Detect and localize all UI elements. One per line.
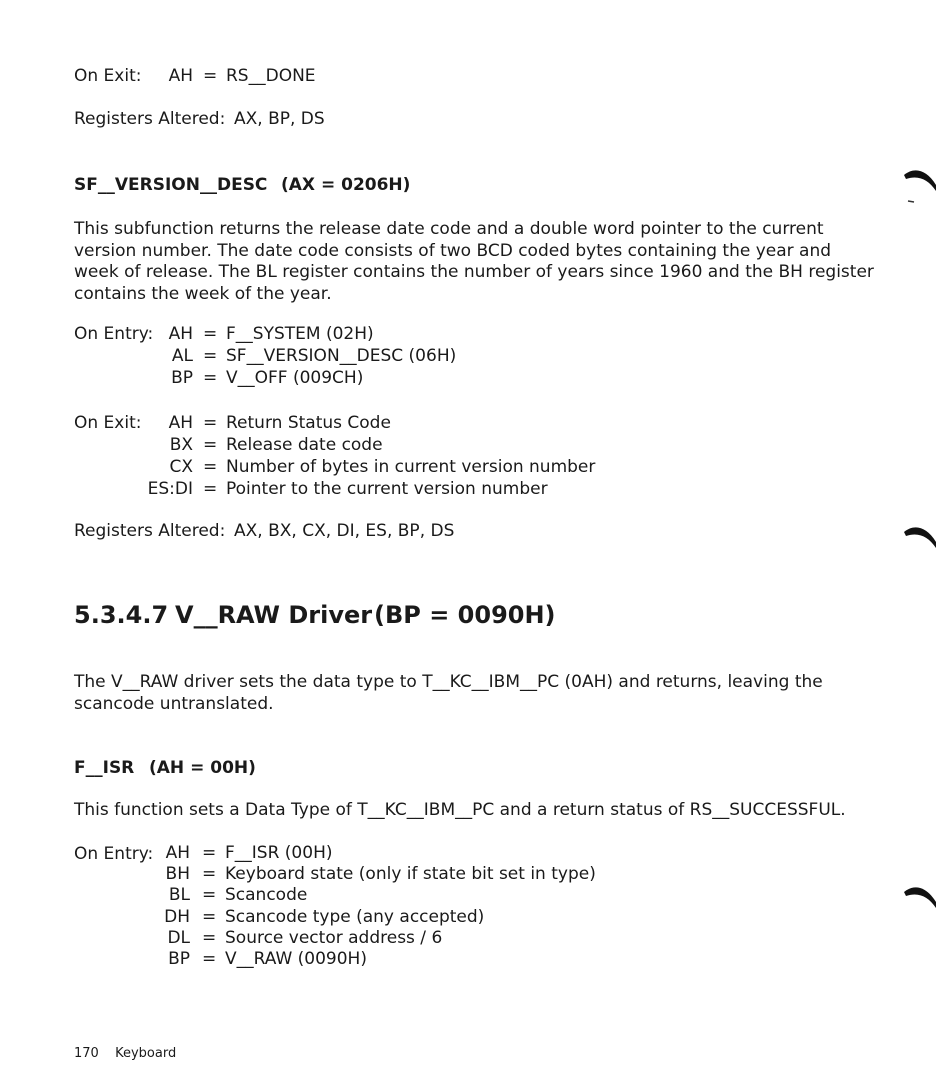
register-row — [100, 478, 700, 500]
register-row — [100, 434, 700, 456]
register-row — [100, 843, 700, 864]
register-value: F__SYSTEM (02H) — [226, 324, 374, 344]
section-number: 5.3.4.7 — [74, 601, 169, 629]
register-row — [100, 456, 700, 478]
equals-sign: = — [203, 66, 218, 86]
section-bp-value: (BP = 0090H) — [374, 601, 556, 629]
registers-altered-value: AX, BP, DS — [234, 109, 325, 129]
register-row — [100, 928, 700, 949]
on-entry-register-list — [100, 843, 700, 970]
punch-mark-decoration — [900, 880, 940, 910]
register-value: Return Status Code — [226, 413, 391, 433]
punch-mark-decoration — [900, 163, 940, 207]
on-exit-label: On Exit: — [74, 413, 142, 433]
equals-sign: = — [202, 885, 217, 906]
register-name: BX — [169, 435, 193, 455]
equals-sign: = — [202, 843, 217, 863]
subfunction-heading: SF__VERSION__DESC — [74, 175, 268, 195]
register-name: AL — [171, 346, 193, 366]
equals-sign: = — [203, 368, 218, 388]
register-value: Scancode type (any accepted) — [225, 906, 485, 927]
equals-sign: = — [203, 435, 218, 455]
register-name: BP — [171, 368, 193, 388]
on-entry-label: On Entry: — [74, 844, 154, 864]
register-value: Keyboard state (only if state bit set in type) — [225, 864, 596, 885]
register-name: AH — [168, 324, 193, 344]
equals-sign: = — [203, 346, 218, 366]
register-name: AH — [168, 66, 193, 86]
equals-sign: = — [203, 457, 218, 477]
equals-sign: = — [203, 479, 218, 499]
function-heading: F__ISR — [74, 758, 135, 778]
equals-sign: = — [202, 864, 217, 885]
equals-sign: = — [202, 948, 217, 969]
equals-sign: = — [202, 927, 217, 948]
register-value: SF__VERSION__DESC (06H) — [226, 346, 457, 366]
on-exit-register-list — [100, 65, 500, 87]
register-row — [100, 323, 700, 345]
register-row — [100, 907, 700, 928]
registers-altered-value: AX, BX, CX, DI, ES, BP, DS — [234, 521, 455, 541]
function-ah-value: (AH = 00H) — [149, 758, 256, 778]
register-name: AH — [165, 843, 190, 863]
function-description: This function sets a Data Type of T__KC__IBM__PC and a return status of RS__SUCCESSFUL. — [74, 800, 846, 820]
subfunction-description: This subfunction returns the release date code and a double word pointer to the current version number. The date code consists of two BCD coded bytes containing the year and week of release. The BL register contains the number of years since 1960 and the BH register contains the week of the year. — [74, 219, 874, 304]
equals-sign: = — [203, 413, 218, 433]
on-entry-register-list — [100, 323, 700, 389]
on-exit-label: On Exit: — [74, 66, 142, 86]
register-row — [100, 949, 700, 970]
register-row — [100, 65, 500, 87]
footer-section-name: Keyboard — [115, 1046, 177, 1061]
registers-altered-label: Registers Altered: — [74, 521, 226, 541]
section-title: V__RAW Driver — [175, 601, 373, 629]
on-exit-register-list — [100, 412, 700, 500]
register-value: Number of bytes in current version number — [226, 457, 596, 477]
equals-sign: = — [202, 906, 217, 927]
register-value: Scancode — [225, 885, 308, 906]
register-value: Release date code — [226, 435, 383, 455]
section-description: The V__RAW driver sets the data type to T__KC__IBM__PC (0AH) and returns, leaving the scancode untranslated. — [74, 672, 823, 714]
register-value: Pointer to the current version number — [226, 479, 548, 499]
register-name: BP — [168, 948, 190, 969]
register-row — [100, 367, 700, 389]
equals-sign: = — [203, 324, 218, 344]
registers-altered-label: Registers Altered: — [74, 109, 226, 129]
register-row — [100, 412, 700, 434]
page-number: 170 — [74, 1046, 99, 1061]
register-name: BL — [168, 885, 190, 906]
subfunction-ax-value: (AX = 0206H) — [281, 175, 411, 195]
register-value: F__ISR (00H) — [225, 843, 333, 863]
register-name: DH — [164, 906, 190, 927]
on-entry-label: On Entry: — [74, 324, 154, 344]
punch-mark-decoration — [900, 520, 940, 550]
register-name: CX — [169, 457, 193, 477]
register-name: ES:DI — [147, 479, 193, 499]
register-name: AH — [168, 413, 193, 433]
register-name: DL — [167, 927, 190, 948]
register-name: BH — [165, 864, 190, 885]
register-value: RS__DONE — [226, 66, 316, 86]
register-value: V__RAW (0090H) — [225, 948, 367, 969]
footer — [74, 1046, 176, 1061]
register-row — [100, 885, 700, 906]
register-row — [100, 864, 700, 885]
register-value: Source vector address / 6 — [225, 927, 443, 948]
register-row — [100, 345, 700, 367]
register-value: V__OFF (009CH) — [226, 368, 364, 388]
